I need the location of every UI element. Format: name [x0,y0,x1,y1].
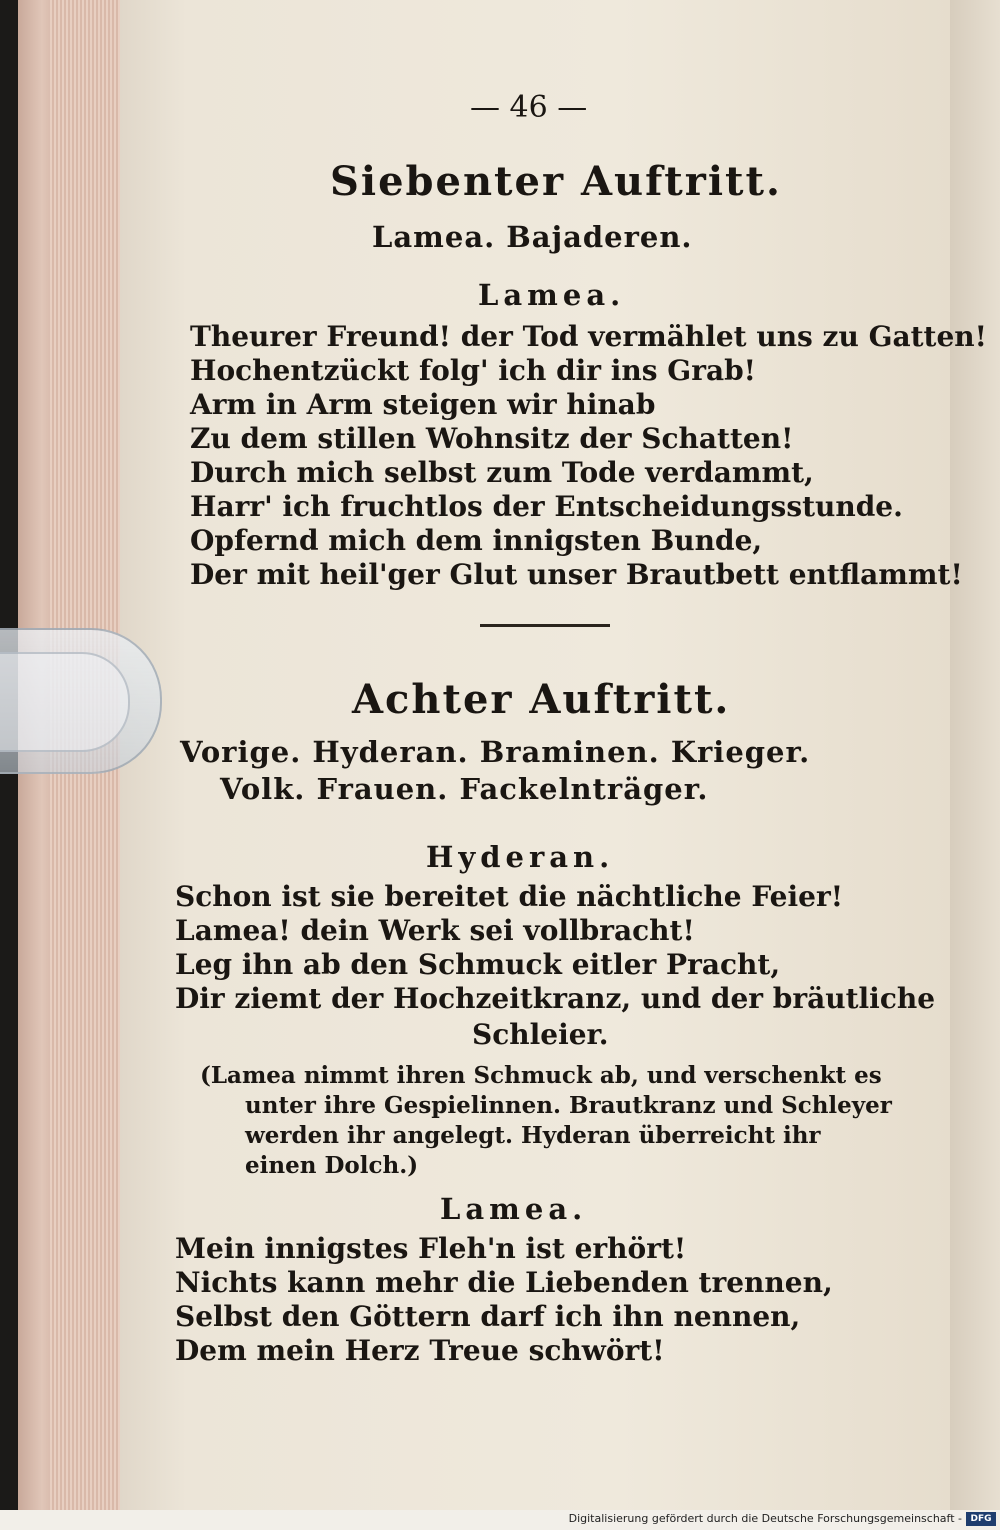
scene8-speaker2: Lamea. [440,1192,588,1226]
scene8-line: Nichts kann mehr die Liebenden trennen, [175,1266,833,1299]
book-page [120,0,987,1510]
scene7-line: Der mit heil'ger Glut unser Brautbett entflammt! [190,558,963,591]
scene7-line: Zu dem stillen Wohnsitz der Schatten! [190,422,794,455]
scene8-line: Dir ziemt der Hochzeitkranz, und der bräutliche [175,982,936,1015]
scene8-characters-line1: Vorige. Hyderan. Braminen. Krieger. [180,735,811,769]
scene8-line: Selbst den Göttern darf ich ihn nennen, [175,1300,801,1333]
clip-inner [0,652,130,752]
stage-direction: unter ihre Gespielinnen. Brautkranz und Schleyer [245,1092,892,1119]
section-divider [480,624,610,627]
transparent-page-clip [0,628,162,774]
scene8-characters-line2: Volk. Frauen. Fackelnträger. [220,772,709,806]
scene8-speaker1: Hyderan. [426,840,615,874]
scene7-line: Harr' ich fruchtlos der Entscheidungsstunde. [190,490,903,523]
scene8-title: Achter Auftritt. [352,676,731,723]
scene8-line: Mein innigstes Fleh'n ist erhört! [175,1232,687,1265]
scene8-line: Schleier. [472,1018,609,1051]
scene8-line: Schon ist sie bereitet die nächtliche Feier! [175,880,843,913]
stage-direction: (Lamea nimmt ihren Schmuck ab, und verschenkt es [200,1062,882,1089]
scene7-line: Theurer Freund! der Tod vermählet uns zu Gatten! [190,320,987,353]
scene8-line: Leg ihn ab den Schmuck eitler Pracht, [175,948,781,981]
page-number: — 46 — [470,90,588,125]
digitization-credit: Digitalisierung gefördert durch die Deutsche Forschungsgemeinschaft - [568,1512,962,1525]
stage-direction: werden ihr angelegt. Hyderan überreicht ihr [245,1122,821,1149]
next-page-sliver [950,0,1000,1510]
scene7-line: Durch mich selbst zum Tode verdammt, [190,456,814,489]
stage-direction: einen Dolch.) [245,1152,419,1179]
scene7-line: Hochentzückt folg' ich dir ins Grab! [190,354,756,387]
scene7-characters: Lamea. Bajaderen. [372,220,693,254]
scene7-speaker: Lamea. [478,278,626,312]
scene7-line: Arm in Arm steigen wir hinab [190,388,656,421]
scene8-line: Dem mein Herz Treue schwört! [175,1334,665,1367]
dfg-logo: DFG [966,1512,996,1526]
scene7-title: Siebenter Auftritt. [330,158,782,205]
scene7-line: Opfernd mich dem innigsten Bunde, [190,524,763,557]
scene8-line: Lamea! dein Werk sei vollbracht! [175,914,695,947]
